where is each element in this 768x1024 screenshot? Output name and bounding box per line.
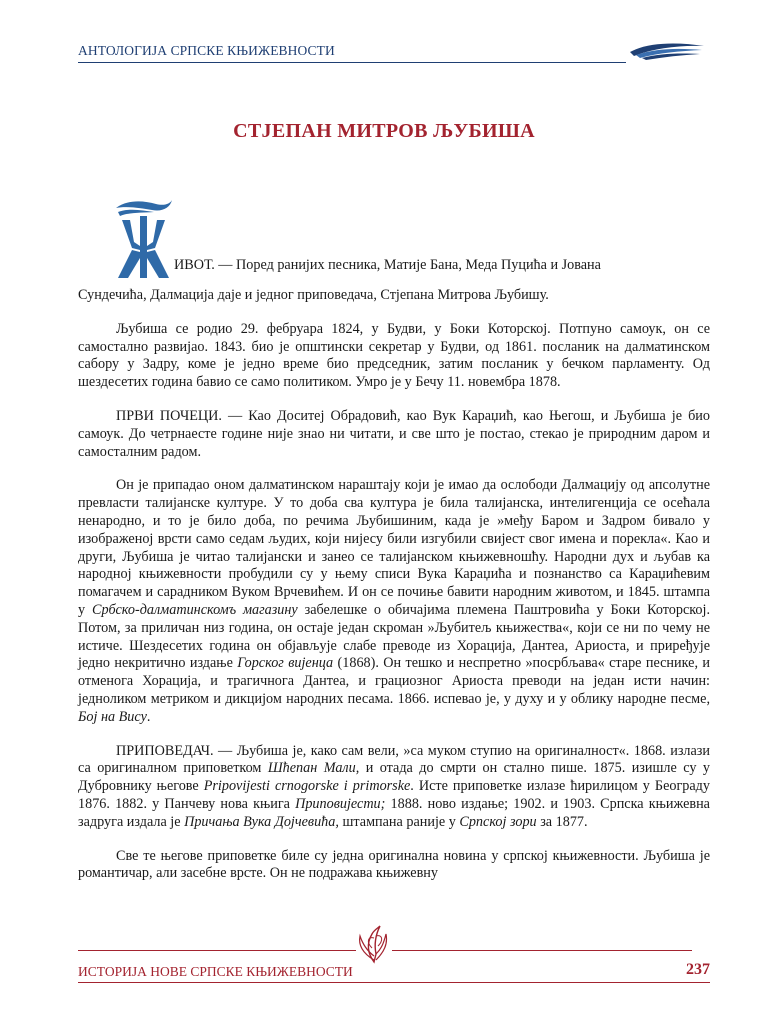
journal-title-srpska-zora: Српској зори <box>459 813 537 830</box>
page-number: 237 <box>686 961 710 978</box>
book-title-pricanja: Причања Вука Дојчевића, <box>184 813 339 830</box>
book-title-pripovijesti-crnogorske: Pripovijesti crnogorske i primorske <box>203 778 411 795</box>
paragraph-generation: Он је припадао оном далматинском нараштају који је имао да ослободи Далмацију од апсолутне превласти талијанске културе. У то доба сва култура је била талијанска, интелигенција се осећала ненародно, и то је било доба, по речима Љубишиним, када је »међу Баром и Задром бивало у изображеној врсти само седам људих, који нијесу били изгубили свијест свог имена и порекла«. Као и други, Љубиша је читао талијански и занео се талијанском књижевношћу. Народни дух и љубав ка народној књижевности пробудили су у њему списи Вука Караџића и познанство са Караџићевим помагачем и сарадником Вуком Врчевићем. И он се почиње бавити народним животом, и 1845. штампа у Србско-далматинскомъ магазину забелешке о обичајима племена Паштровића у Боки Которској. Потом, за приличан низ година, он остаје један скроман »Љубитељ књижества«, који се ни по чему не истиче. Шездесетих година он објављује слабе преводе из Хорација, Дантеа, Ариоста, и приређује једно некритично издање Горског вијенца (1868). Он тешко и неспретно »посрбљава« старе песнике, и отменога Хорација, и трагичнога Дантеа, и грациозног Ариоста преводи на један исти начин: једноликом метриком и дикцијом народних песама. 1866. испевао је, у духу и у облику народне песме, Бој на Вису. <box>78 477 711 725</box>
book-title-pripovijesti: Приповијести; <box>295 795 386 812</box>
running-footer-title: ИСТОРИЈА НОВЕ СРПСКЕ КЊИЖЕВНОСТИ <box>78 964 353 979</box>
running-header-title: АНТОЛОГИЈА СРПСКЕ КЊИЖЕВНОСТИ <box>78 43 335 58</box>
poem-title-boj-na-visu: Бој на Вису <box>78 708 147 725</box>
footer-rule-right <box>392 950 692 951</box>
page-header <box>78 42 626 63</box>
paragraph-life-line2: Сундечића, Далмација даје и једног приповедача, Стјепана Митрова Љубишу. <box>78 287 549 303</box>
footer-rule-left <box>78 950 356 951</box>
paragraph-storyteller: ПРИПОВЕДАЧ. — Љубиша је, како сам вели, »са муком ступио на оригиналност«. 1868. излази са оригиналном приповетком Шћепан Мали, и отада до смрти он стално пише. 1875. изишле су у Дубровнику његове Pripovijesti crnogorske i primorske. Исте приповетке излазе ћирилицом у Београду 1876. 1882. у Панчеву нова књига Приповијести; 1888. ново издање; 1902. и 1903. Српска књижевна задруга издала је Причања Вука Дојчевића, штампана раније у Српској зори за 1877. <box>78 742 711 830</box>
article-body <box>78 257 710 883</box>
footer-underline <box>78 982 710 983</box>
fleuron-icon <box>352 924 396 964</box>
paragraph-life-line1: ИВОТ. — Поред ранијих песника, Матије Бана, Меда Пуцића и Јована <box>174 257 601 273</box>
book-title-gorski-vijenac: Горског вијенца <box>237 655 334 672</box>
wave-swoosh-icon <box>628 40 706 62</box>
paragraph-stories: Све те његове приповетке биле су једна оригинална новина у српској књижевности. Љубиша је романтичар, али засебне врсте. Он не подражава књижевну <box>78 847 710 882</box>
page-title: СТЈЕПАН МИТРОВ ЉУБИША <box>233 120 535 142</box>
paragraph-biography: Љубиша се родио 29. фебруара 1824, у Будви, у Боки Которској. Потпуно самоук, он се самостално развијао. 1843. био је општински секретар у Будви, од 1861. посланик на далматинском сабору у Задру, коме је једно време био председник, затим посланик у бечком парламенту. Од шездесетих година бавио се само политиком. Умро је у Бечу 11. новембра 1878. <box>78 320 710 391</box>
magazine-title: Србско-далматинскомъ магазину <box>92 601 298 618</box>
paragraph-first-beginnings: ПРВИ ПОЧЕЦИ. — Као Доситеј Обрадовић, као Вук Караџић, као Његош, и Љубиша је био самоук. До четрнаесте године није знао ни читати, и све што је постао, стекао је природним даром и самосталним радом. <box>78 407 710 460</box>
paragraph-life <box>78 257 710 305</box>
story-title-scepan-mali: Шћепан Мали, <box>267 760 360 777</box>
